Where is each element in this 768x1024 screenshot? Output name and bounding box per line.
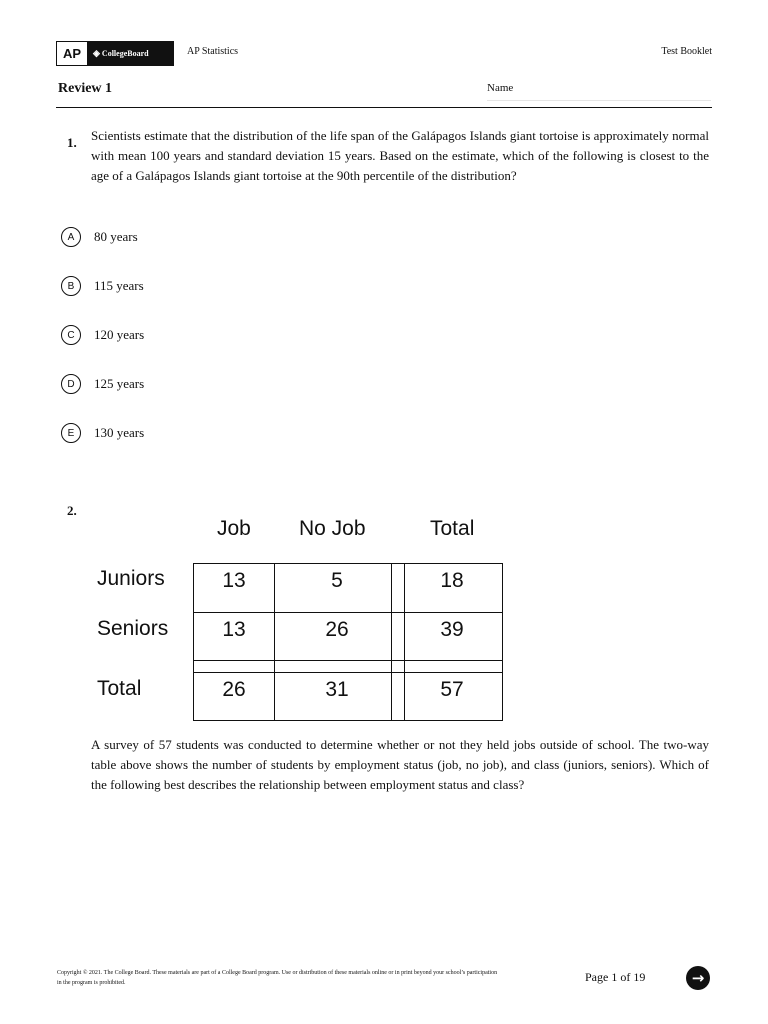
cell-seniors-total: 39 xyxy=(440,618,464,641)
row-header-seniors: Seniors xyxy=(97,617,169,640)
two-way-table xyxy=(97,517,517,727)
cell-total-total: 57 xyxy=(440,678,464,701)
page-title: Review 1 xyxy=(58,81,113,96)
table-grid xyxy=(193,563,503,721)
name-field[interactable] xyxy=(487,100,711,101)
cell-juniors-job: 13 xyxy=(222,569,246,592)
cell-juniors-total: 18 xyxy=(440,569,464,592)
row-header-total: Total xyxy=(97,677,142,700)
question-2-text: A survey of 57 students was conducted to determine whether or not they held jobs outside of school. The two-way table above shows the number of students by employment status (job, no job), and class (juniors, seniors). Which of the following best describes the relationship between employment status and class? xyxy=(91,737,709,792)
next-arrow-icon[interactable]: → xyxy=(686,966,710,990)
page-indicator: Page 1 of 19 xyxy=(585,970,646,984)
choice-e-text: 130 years xyxy=(94,425,145,440)
grid-line xyxy=(194,660,502,661)
choice-e[interactable] xyxy=(61,422,144,444)
choice-a-bubble[interactable]: A xyxy=(61,227,81,247)
grid-line xyxy=(274,564,275,720)
choice-c-text: 120 years xyxy=(94,327,145,342)
cell-juniors-no-job: 5 xyxy=(331,569,343,592)
shield-icon: ◈ xyxy=(93,48,100,58)
col-header-no-job: No Job xyxy=(299,517,366,540)
ap-logo-text: AP xyxy=(57,42,87,65)
subject-label: AP Statistics xyxy=(187,46,239,57)
choice-d-bubble[interactable]: D xyxy=(61,374,81,394)
header-divider xyxy=(56,107,712,108)
grid-line xyxy=(194,672,502,673)
row-header-juniors: Juniors xyxy=(97,567,165,590)
choice-a[interactable] xyxy=(61,226,138,248)
col-header-job: Job xyxy=(217,517,251,540)
grid-line xyxy=(404,564,405,720)
ap-collegeboard-logo xyxy=(56,41,174,66)
choice-c[interactable] xyxy=(61,324,144,346)
choice-d[interactable] xyxy=(61,373,144,395)
choice-b-text: 115 years xyxy=(94,278,144,293)
booklet-label: Test Booklet xyxy=(661,46,712,57)
question-1-text: Scientists estimate that the distribution of the life span of the Galápagos Islands giant tortoise is approximately normal with mean 100 years and standard deviation 15 years. Based on the estimate, which of the following is closest to the age of a Galápagos Islands giant tortoise at the 90th percentile of the distribution? xyxy=(91,128,709,183)
cell-seniors-job: 13 xyxy=(222,618,246,641)
choice-d-text: 125 years xyxy=(94,376,145,391)
choice-c-bubble[interactable]: C xyxy=(61,325,81,345)
question-2-number: 2. xyxy=(67,503,77,518)
col-header-total: Total xyxy=(430,517,475,540)
question-1-number: 1. xyxy=(67,135,77,150)
grid-line xyxy=(391,564,392,720)
cell-seniors-no-job: 26 xyxy=(325,618,349,641)
choice-b[interactable] xyxy=(61,275,144,297)
copyright-notice: Copyright © 2021. The College Board. These materials are part of a College Board program. Use or distribution of these materials online or in print beyond your school’s participation in the program is prohibited. xyxy=(57,970,498,986)
cell-total-no-job: 31 xyxy=(325,678,349,701)
choice-e-bubble[interactable]: E xyxy=(61,423,81,443)
cell-total-job: 26 xyxy=(222,678,246,701)
name-label: Name xyxy=(487,82,514,94)
grid-line xyxy=(194,612,502,613)
collegeboard-logo xyxy=(87,42,173,65)
choice-b-bubble[interactable]: B xyxy=(61,276,81,296)
choice-a-text: 80 years xyxy=(94,229,138,244)
collegeboard-logo-text: CollegeBoard xyxy=(101,49,149,58)
